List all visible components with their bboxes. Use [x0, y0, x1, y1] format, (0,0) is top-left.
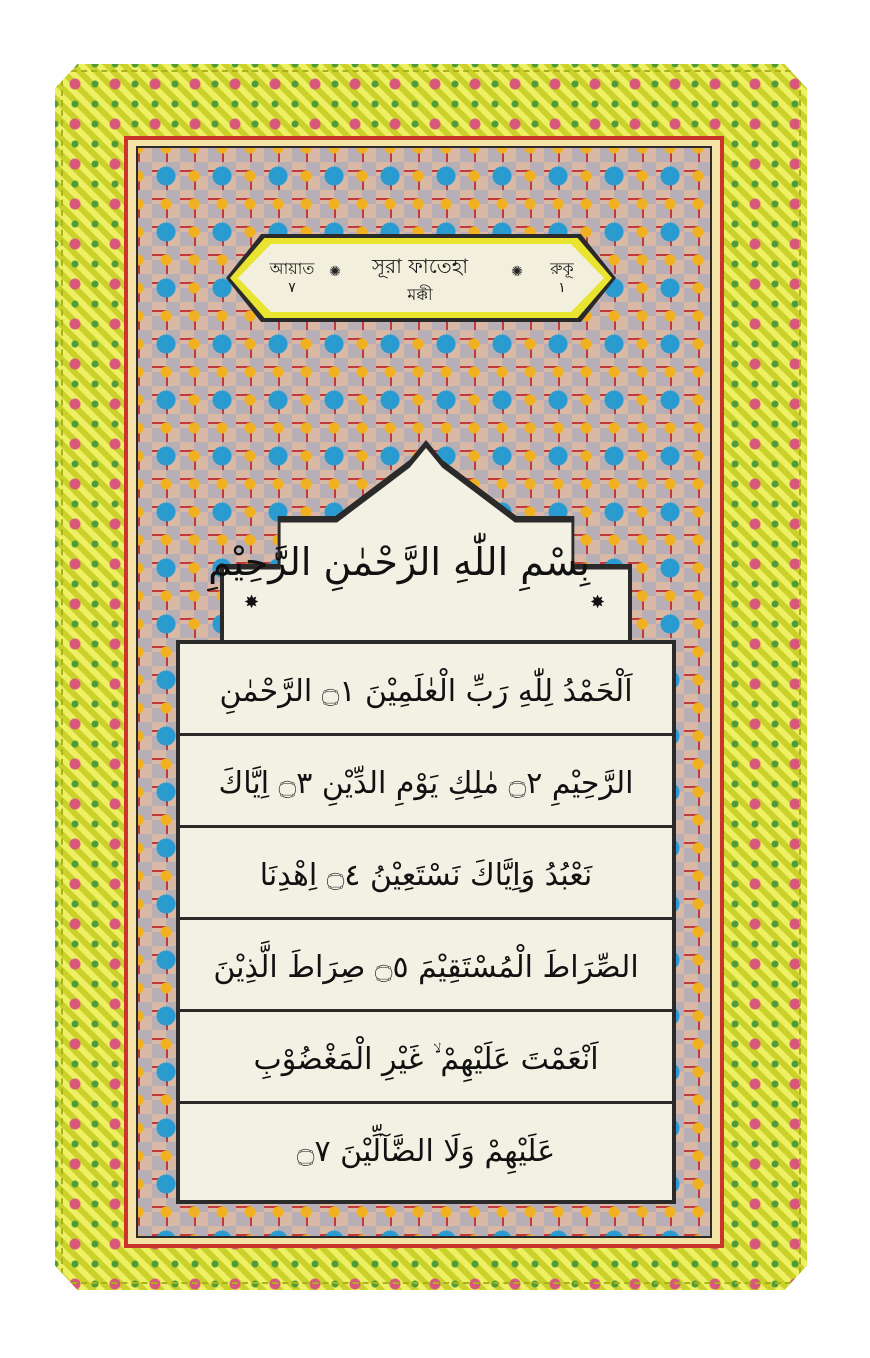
- revelation-place: মক্কী: [407, 285, 433, 304]
- verse-line-2: الرَّحِيْمِ ۝٢ مٰلِكِ يَوْمِ الدِّيْنِ ۝٣ اِيَّاكَ: [180, 740, 672, 828]
- ayat-count: ٧: [288, 280, 296, 296]
- ruku-label: রুকূ: [550, 259, 574, 278]
- star-icon: ✸: [244, 592, 260, 613]
- verse-line-3: نَعْبُدُ وَاِيَّاكَ نَسْتَعِيْنُ ۝٤ اِهْدِنَا: [180, 832, 672, 920]
- verse-line-1: اَلْحَمْدُ لِلّٰهِ رَبِّ الْعٰلَمِيْنَ ۝١ الرَّحْمٰنِ: [180, 648, 672, 736]
- rosette-icon: ✺: [511, 264, 523, 280]
- bismillah-text: بِسْمِ اللّٰهِ الرَّحْمٰنِ الرَّحِيْمِ: [208, 540, 590, 584]
- ayat-label: আয়াত: [269, 259, 315, 278]
- verse-line-5: اَنْعَمْتَ عَلَيْهِمْ ۙ غَيْرِ الْمَغْضُوْبِ: [180, 1016, 672, 1104]
- surah-title: সূরা ফাতেহা: [371, 254, 469, 278]
- star-icon: ✸: [590, 592, 606, 613]
- verse-line-6: عَلَيْهِمْ وَلَا الضَّآلِّيْنَ ۝٧: [296, 1134, 556, 1169]
- rosette-icon: ✺: [329, 264, 341, 280]
- ruku-count: ١: [558, 280, 566, 296]
- verse-line-4: الصِّرَاطَ الْمُسْتَقِيْمَ ۝٥ صِرَاطَ الَّذِيْنَ: [180, 924, 672, 1012]
